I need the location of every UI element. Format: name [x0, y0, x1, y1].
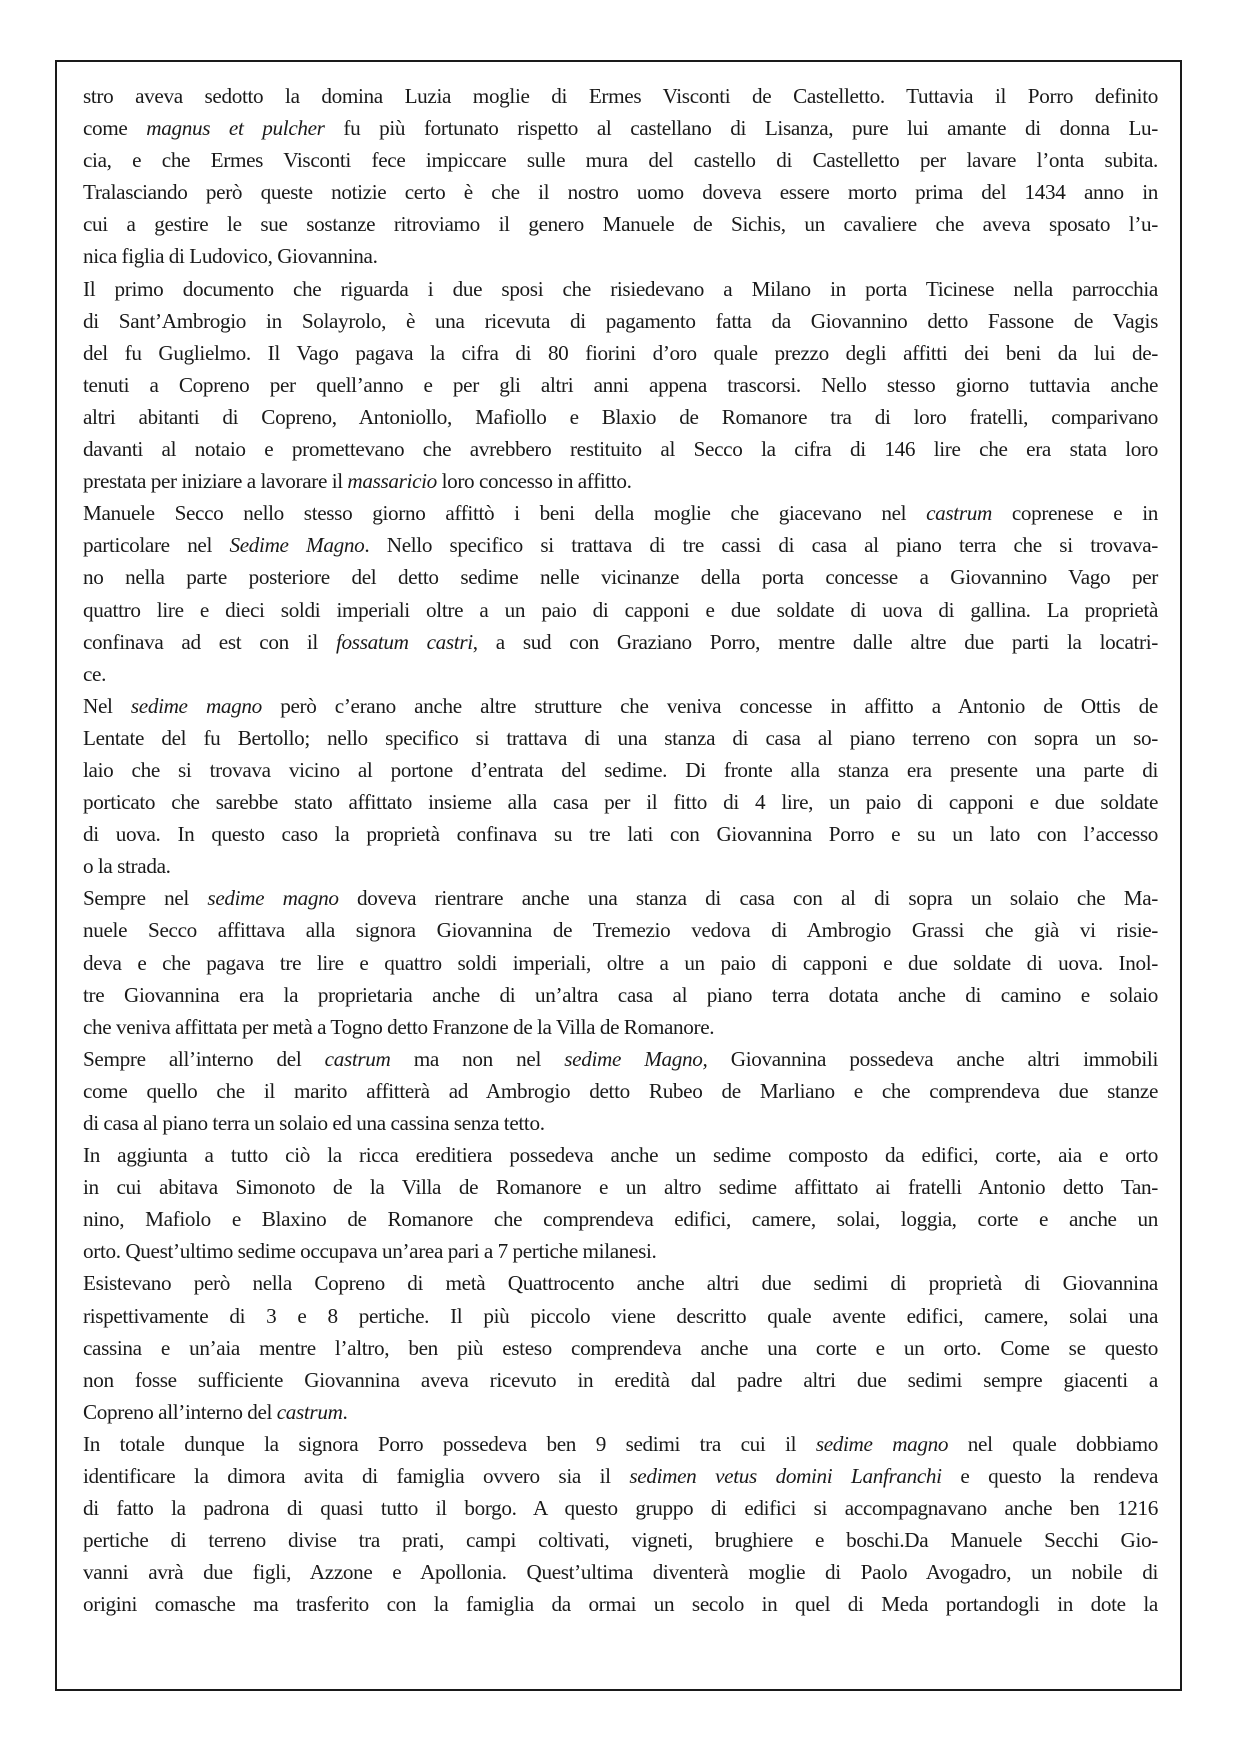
- text-segment: particolare nel: [83, 533, 230, 558]
- text-line: [83, 914, 1158, 946]
- text-segment: nuele Secco affittava alla signora Giovannina de Tremezio vedova di Ambrogio Grassi che già vi risie-: [83, 918, 1158, 943]
- text-segment: In totale dunque la signora Porro possedeva ben 9 sedimi tra cui il: [83, 1431, 816, 1456]
- text-segment: davanti al notaio e promettevano che avrebbero restituito al Secco la cifra di 146 lire che era stata loro: [83, 437, 1158, 462]
- document-body-text: [83, 80, 1158, 1621]
- text-line: [83, 208, 1158, 240]
- text-line: [83, 369, 1158, 401]
- text-segment: fu più fortunato rispetto al castellano di Lisanza, pure lui amante di donna Lu-: [324, 116, 1158, 141]
- text-segment: altri abitanti di Copreno, Antoniollo, Mafiollo e Blaxio de Romanore tra di loro fratelli, comparivano: [83, 404, 1158, 429]
- text-segment: nino, Mafiolo e Blaxino de Romanore che comprendeva edifici, camere, solai, loggia, corte e anche un: [83, 1207, 1158, 1232]
- text-segment: del fu Guglielmo. Il Vago pagava la cifra di 80 fiorini d’oro quale prezzo degli affitti dei beni da lui de-: [83, 340, 1158, 365]
- text-segment: che veniva affittata per metà a Togno detto Franzone de la Villa de Romanore.: [83, 1014, 715, 1039]
- text-line: [83, 1171, 1158, 1203]
- text-line: [83, 1556, 1158, 1588]
- text-segment: ce.: [83, 661, 107, 686]
- text-segment: di Sant’Ambrogio in Solayrolo, è una ricevuta di pagamento fatta da Giovannino detto Fassone de Vagis: [83, 308, 1158, 333]
- italic-latin-term: massaricio: [347, 469, 437, 494]
- text-line: [83, 947, 1158, 979]
- text-segment: cassina e un’aia mentre l’altro, ben più esteso comprendeva anche una corte e un orto. Come se questo: [83, 1335, 1158, 1360]
- text-line: [83, 1460, 1158, 1492]
- text-segment: orto. Quest’ultimo sedime occupava un’area pari a 7 pertiche milanesi.: [83, 1239, 657, 1264]
- text-line: [83, 818, 1158, 850]
- text-segment: o la strada.: [83, 854, 171, 879]
- text-segment: Lentate del fu Bertollo; nello specifico si trattava di una stanza di casa al piano terreno con sopra un so-: [83, 725, 1158, 750]
- text-line: [83, 273, 1158, 305]
- text-line: [83, 1043, 1158, 1075]
- text-line: [83, 1364, 1158, 1396]
- text-segment: prestata per iniziare a lavorare il: [83, 469, 348, 494]
- text-segment: laio che si trovava vicino al portone d’entrata del sedime. Di fronte alla stanza era presente una parte di: [83, 757, 1158, 782]
- text-line: [83, 80, 1158, 112]
- text-segment: Sempre nel: [83, 886, 208, 911]
- text-segment: confinava ad est con il: [83, 629, 337, 654]
- text-line: [83, 1396, 1158, 1428]
- text-segment: Sempre all’interno del: [83, 1046, 325, 1071]
- italic-latin-term: sedime Magno,: [564, 1046, 708, 1071]
- italic-latin-term: castrum: [276, 1399, 343, 1424]
- text-line: [83, 465, 1158, 497]
- text-segment: tre Giovannina era la proprietaria anche di un’altra casa al piano terra dotata anche di camino e solaio: [83, 982, 1158, 1007]
- text-line: [83, 305, 1158, 337]
- text-segment: di fatto la padrona di quasi tutto il borgo. A questo gruppo di edifici si accompagnavano anche ben 1216: [83, 1496, 1158, 1521]
- text-line: [83, 401, 1158, 433]
- text-segment: pertiche di terreno divise tra prati, campi coltivati, vigneti, brughiere e boschi.Da Manuele Secchi Gio-: [83, 1528, 1158, 1553]
- text-segment: Esistevano però nella Copreno di metà Quattrocento anche altri due sedimi di proprietà di Giovannina: [83, 1271, 1158, 1296]
- text-segment: di casa al piano terra un solaio ed una cassina senza tetto.: [83, 1111, 545, 1135]
- text-segment: . Nello specifico si trattava di tre cassi di casa al piano terra che si trovava-: [364, 533, 1158, 558]
- text-segment: e questo la rendeva: [941, 1464, 1158, 1489]
- text-segment: no nella parte posteriore del detto sedime nelle vicinanze della porta concesse a Giovannino Vago per: [83, 565, 1158, 590]
- text-line: [83, 337, 1158, 369]
- text-segment: cia, e che Ermes Visconti fece impiccare sulle mura del castello di Castelletto per lavare l’onta subita.: [83, 148, 1158, 173]
- text-line: [83, 1011, 1158, 1043]
- text-segment: però c’erano anche altre strutture che veniva concesse in affitto a Antonio de Ottis de: [261, 693, 1158, 718]
- italic-latin-term: castrum: [324, 1046, 391, 1071]
- text-segment: come: [83, 116, 147, 141]
- text-segment: di uova. In questo caso la proprietà confinava su tre lati con Giovannina Porro e su un lato con l’accesso: [83, 822, 1158, 847]
- text-line: [83, 1588, 1158, 1620]
- text-line: [83, 529, 1158, 561]
- text-line: [83, 1524, 1158, 1556]
- text-line: [83, 754, 1158, 786]
- text-line: [83, 690, 1158, 722]
- text-segment: .: [342, 1399, 348, 1424]
- text-segment: in cui abitava Simonoto de la Villa de Romanore e un altro sedime affittato ai fratelli Antonio detto Tan-: [83, 1175, 1158, 1200]
- italic-latin-term: Sedime Magno: [229, 533, 365, 558]
- text-segment: come quello che il marito affitterà ad Ambrogio detto Rubeo de Marliano e che comprendeva due stanze: [83, 1078, 1158, 1103]
- text-segment: quattro lire e dieci soldi imperiali oltre a un paio di capponi e due soldate di uova di gallina. La proprietà: [83, 597, 1158, 622]
- text-segment: ma non nel: [390, 1046, 565, 1071]
- text-segment: Il primo documento che riguarda i due sposi che risiedevano a Milano in porta Ticinese nella parrocchia: [83, 276, 1158, 301]
- italic-latin-term: castrum: [926, 501, 992, 526]
- text-line: [83, 882, 1158, 914]
- text-segment: tenuti a Copreno per quell’anno e per gli altri anni appena trascorsi. Nello stesso giorno tuttavia anche: [83, 372, 1158, 397]
- text-segment: nica figlia di Ludovico, Giovannina.: [83, 244, 378, 269]
- text-segment: doveva rientrare anche una stanza di casa con al di sopra un solaio che Ma-: [338, 886, 1159, 911]
- text-segment: origini comasche ma trasferito con la famiglia da ormai un secolo in quel di Meda portandogli in dote la: [83, 1592, 1158, 1617]
- text-line: [83, 722, 1158, 754]
- text-line: [83, 1139, 1158, 1171]
- text-segment: rispettivamente di 3 e 8 pertiche. Il più piccolo viene descritto quale avente edifici, camere, solai una: [83, 1303, 1158, 1328]
- text-line: [83, 112, 1158, 144]
- text-segment: , a sud con Graziano Porro, mentre dalle altre due parti la locatri-: [472, 629, 1159, 654]
- text-segment: porticato che sarebbe stato affittato insieme alla casa per il fitto di 4 lire, un paio di capponi e due soldate: [83, 790, 1158, 815]
- text-line: [83, 626, 1158, 658]
- text-line: [83, 1203, 1158, 1235]
- text-line: [83, 1492, 1158, 1524]
- text-segment: vanni avrà due figli, Azzone e Apollonia. Quest’ultima diventerà moglie di Paolo Avogadro, un nobile di: [83, 1560, 1158, 1585]
- text-segment: non fosse sufficiente Giovannina aveva ricevuto in eredità dal padre altri due sedimi sempre giacenti a: [83, 1367, 1158, 1392]
- text-line: [83, 1235, 1158, 1267]
- text-line: [83, 658, 1158, 690]
- text-line: [83, 594, 1158, 626]
- text-line: [83, 1107, 1158, 1139]
- italic-latin-term: fossatum castri: [336, 629, 473, 654]
- italic-latin-term: sedime magno: [207, 886, 339, 911]
- text-line: [83, 497, 1158, 529]
- text-line: [83, 240, 1158, 272]
- text-segment: Copreno all’interno del: [83, 1399, 277, 1424]
- text-segment: Manuele Secco nello stesso giorno affittò i beni della moglie che giacevano nel: [83, 501, 927, 526]
- text-segment: nel quale dobbiamo: [948, 1431, 1158, 1456]
- text-line: [83, 1300, 1158, 1332]
- text-line: [83, 176, 1158, 208]
- text-line: [83, 144, 1158, 176]
- text-segment: coprenese e in: [991, 501, 1158, 526]
- italic-latin-term: sedime magno: [130, 693, 262, 718]
- text-line: [83, 850, 1158, 882]
- italic-latin-term: sedime magno: [815, 1431, 949, 1456]
- text-line: [83, 1428, 1158, 1460]
- text-line: [83, 979, 1158, 1011]
- italic-latin-term: magnus et pulcher: [146, 116, 325, 141]
- text-segment: loro concesso in affitto.: [436, 469, 632, 494]
- text-segment: Tralasciando però queste notizie certo è che il nostro uomo doveva essere morto prima del 1434 anno in: [83, 180, 1158, 205]
- text-line: [83, 1267, 1158, 1299]
- text-line: [83, 433, 1158, 465]
- text-segment: Giovannina possedeva anche altri immobili: [707, 1046, 1158, 1071]
- text-line: [83, 786, 1158, 818]
- text-segment: In aggiunta a tutto ciò la ricca ereditiera possedeva anche un sedime composto da edifici, corte, aia e orto: [83, 1143, 1158, 1168]
- text-line: [83, 561, 1158, 593]
- text-segment: deva e che pagava tre lire e quattro soldi imperiali, oltre a un paio di capponi e due soldate di uova. Inol-: [83, 950, 1158, 975]
- italic-latin-term: sedimen vetus domini Lanfranchi: [629, 1464, 942, 1489]
- text-segment: cui a gestire le sue sostanze ritroviamo il genero Manuele de Sichis, un cavaliere che aveva sposato l’u-: [83, 212, 1158, 237]
- text-line: [83, 1075, 1158, 1107]
- text-segment: stro aveva sedotto la domina Luzia moglie di Ermes Visconti de Castelletto. Tuttavia il Porro definito: [83, 84, 1158, 108]
- text-line: [83, 1332, 1158, 1364]
- text-segment: Nel: [83, 693, 131, 718]
- text-segment: identificare la dimora avita di famiglia ovvero sia il: [83, 1464, 630, 1489]
